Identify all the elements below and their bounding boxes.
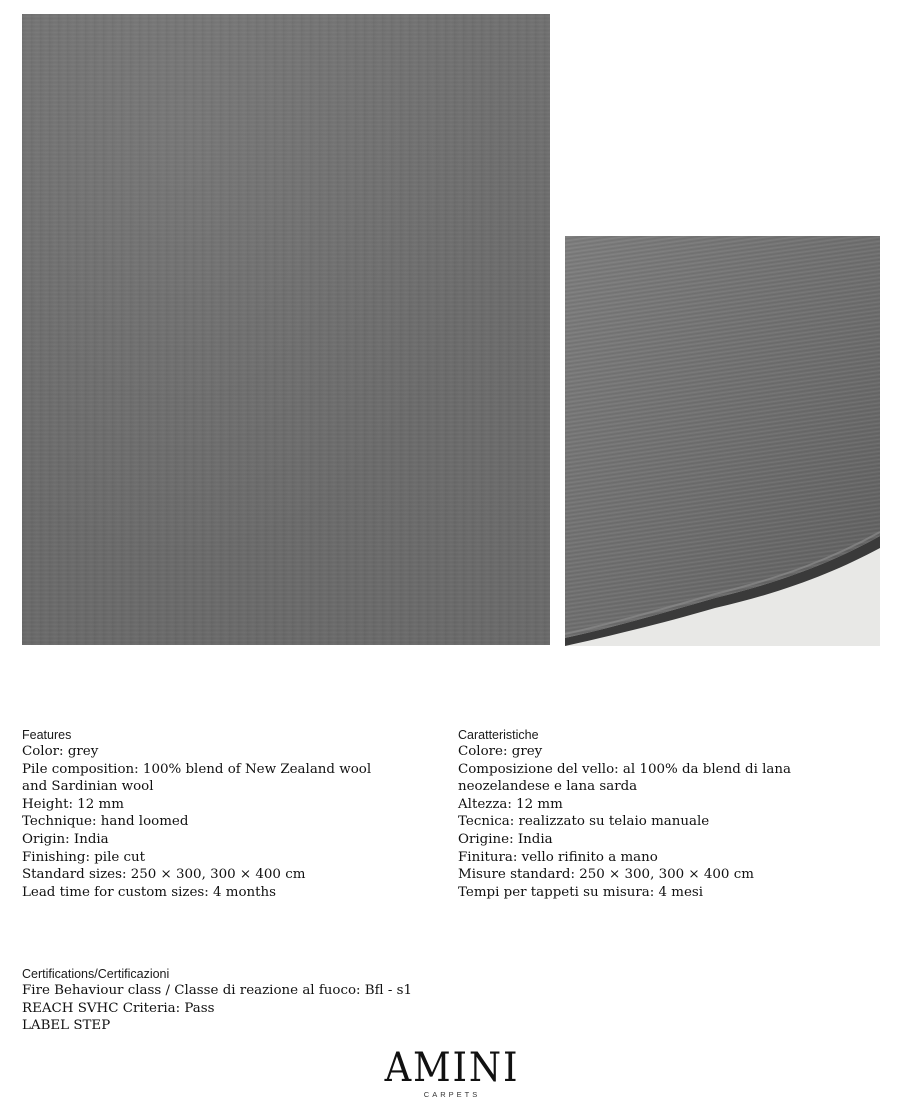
feature-pile-composition-cont: and Sardinian wool (22, 779, 154, 795)
brand-name: AMINI (384, 1045, 520, 1091)
brand-logo (352, 1045, 552, 1100)
caratteristica-misure: Misure standard: 250 × 300, 300 × 400 cm (458, 867, 754, 883)
caratteristica-colore: Colore: grey (458, 744, 543, 759)
feature-height: Height: 12 mm (22, 796, 124, 812)
feature-color: Color: grey (22, 744, 99, 759)
rug-detail-image (565, 236, 880, 646)
features-italian (458, 728, 858, 901)
caratteristica-composizione: Composizione del vello: al 100% da blend di lana (458, 761, 792, 777)
rug-full-image (22, 14, 550, 645)
certifications-heading: Certifications/Certificazioni (22, 967, 170, 981)
cert-fire-behaviour: Fire Behaviour class / Classe di reazione al fuoco: Bfl - s1 (22, 983, 413, 998)
certifications (22, 967, 522, 1035)
features-english (22, 728, 422, 901)
feature-lead-time: Lead time for custom sizes: 4 months (22, 884, 277, 900)
feature-pile-composition: Pile composition: 100% blend of New Zealand wool (22, 761, 372, 777)
features-heading: Features (22, 728, 72, 742)
brand-subtitle: CARPETS (423, 1090, 481, 1099)
caratteristiche-heading: Caratteristiche (458, 728, 539, 742)
feature-standard-sizes: Standard sizes: 250 × 300, 300 × 400 cm (22, 867, 306, 883)
caratteristica-finitura: Finitura: vello rifinito a mano (458, 849, 658, 865)
caratteristica-tempi: Tempi per tappeti su misura: 4 mesi (458, 884, 704, 900)
caratteristica-tecnica: Tecnica: realizzato su telaio manuale (458, 814, 710, 830)
caratteristica-composizione-cont: neozelandese e lana sarda (458, 779, 638, 795)
caratteristica-origine: Origine: India (458, 831, 553, 847)
feature-finishing: Finishing: pile cut (22, 849, 146, 865)
feature-technique: Technique: hand loomed (22, 814, 189, 830)
caratteristica-altezza: Altezza: 12 mm (458, 796, 563, 812)
feature-origin: Origin: India (22, 831, 109, 847)
cert-reach: REACH SVHC Criteria: Pass (22, 1000, 215, 1016)
cert-label-step: LABEL STEP (22, 1018, 111, 1034)
